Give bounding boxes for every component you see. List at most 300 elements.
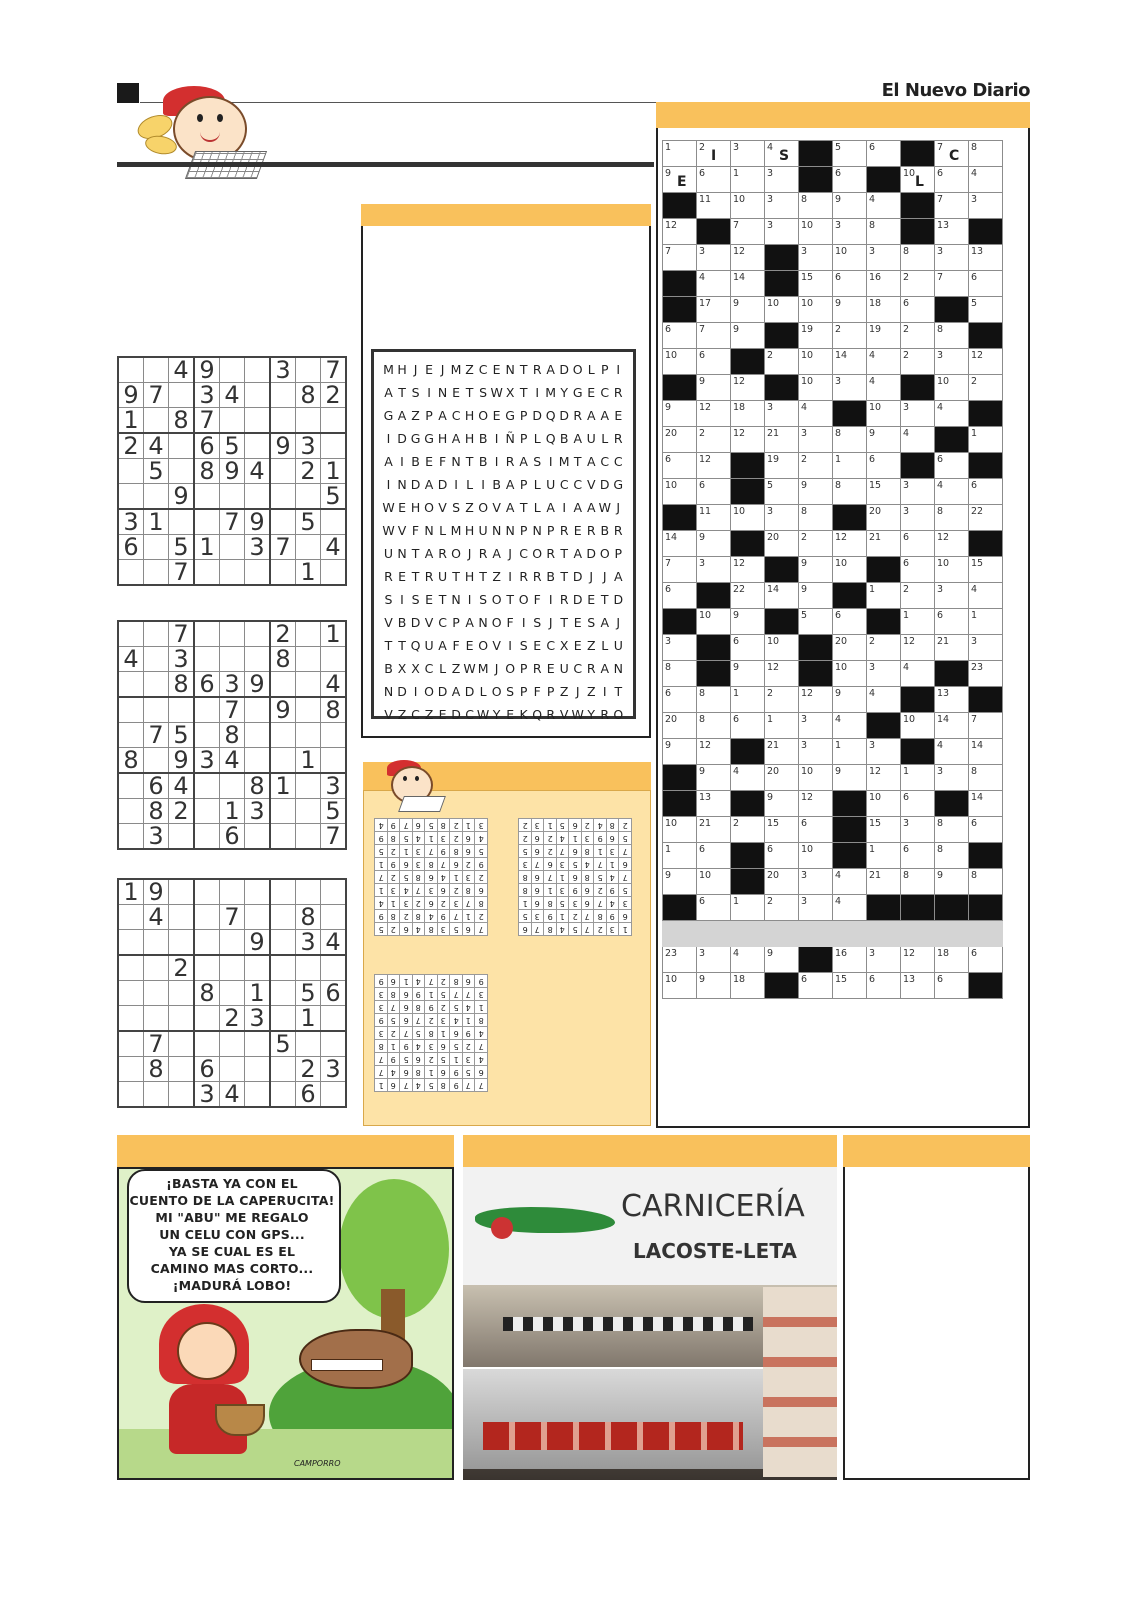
sudoku-cell[interactable] xyxy=(144,408,169,434)
crossword-cell[interactable] xyxy=(765,479,799,505)
wordsearch-letter[interactable]: A xyxy=(492,546,501,561)
crossword-cell[interactable] xyxy=(731,219,765,245)
crossword-cell[interactable] xyxy=(901,609,935,635)
crossword-cell[interactable] xyxy=(731,557,765,583)
sudoku-cell[interactable]: 3 xyxy=(270,357,296,383)
crossword-cell[interactable] xyxy=(867,401,901,427)
wordsearch-letter[interactable]: L xyxy=(439,523,447,538)
wordsearch-letter[interactable]: R xyxy=(613,385,623,400)
crossword-cell[interactable] xyxy=(833,349,867,375)
wordsearch-letter[interactable]: N xyxy=(478,615,488,630)
sudoku-cell[interactable] xyxy=(220,621,245,647)
sudoku-cell[interactable] xyxy=(144,484,169,510)
wordsearch-letter[interactable]: I xyxy=(562,500,567,515)
wordsearch-letter[interactable]: H xyxy=(464,523,475,538)
wordsearch-letter[interactable]: T xyxy=(506,592,514,607)
wordsearch-letter[interactable]: I xyxy=(386,477,391,492)
crossword-cell[interactable] xyxy=(731,687,765,713)
wordsearch-letter[interactable]: A xyxy=(613,569,623,584)
wordsearch-letter[interactable]: Ñ xyxy=(505,431,515,446)
sudoku-cell[interactable]: 3 xyxy=(296,930,321,956)
sudoku-cell[interactable] xyxy=(169,905,195,930)
wordsearch-letter[interactable]: U xyxy=(437,569,448,584)
wordsearch-letter[interactable]: H xyxy=(464,569,475,584)
crossword-cell[interactable] xyxy=(799,687,833,713)
sudoku-cell[interactable]: 8 xyxy=(169,408,195,434)
crossword-cell[interactable] xyxy=(901,349,935,375)
wordsearch-letter[interactable]: I xyxy=(400,592,404,607)
crossword-cell[interactable] xyxy=(867,869,901,895)
wordsearch-letter[interactable]: P xyxy=(519,684,528,699)
wordsearch-letter[interactable]: I xyxy=(413,684,418,699)
wordsearch-letter[interactable]: R xyxy=(384,569,393,584)
wordsearch-letter[interactable]: Q xyxy=(532,707,543,722)
crossword-cell[interactable] xyxy=(663,661,697,687)
crossword-cell[interactable] xyxy=(867,219,901,245)
crossword-cell[interactable] xyxy=(799,297,833,323)
crossword-cell[interactable] xyxy=(901,479,935,505)
crossword-cell[interactable] xyxy=(697,167,731,193)
wordsearch-letter[interactable]: F xyxy=(452,638,460,653)
sudoku-cell[interactable]: 4 xyxy=(245,459,271,484)
wordsearch-letter[interactable]: L xyxy=(533,500,541,515)
sudoku-cell[interactable] xyxy=(296,879,321,905)
crossword-cell[interactable] xyxy=(697,193,731,219)
crossword-cell[interactable] xyxy=(969,661,1003,687)
wordsearch-letter[interactable]: U xyxy=(559,661,569,676)
sudoku-cell[interactable]: 6 xyxy=(194,1057,220,1082)
wordsearch-letter[interactable]: R xyxy=(559,523,569,538)
crossword-cell[interactable] xyxy=(663,973,697,999)
wordsearch-letter[interactable]: O xyxy=(613,707,624,722)
crossword-cell[interactable] xyxy=(663,947,697,973)
wordsearch-letter[interactable]: C xyxy=(600,385,610,400)
wordsearch-letter[interactable]: N xyxy=(451,454,461,469)
sudoku-cell[interactable] xyxy=(321,1006,347,1032)
crossword-cell[interactable] xyxy=(969,505,1003,531)
sudoku-cell[interactable] xyxy=(296,357,321,383)
sudoku-cell[interactable] xyxy=(296,697,321,723)
crossword-cell[interactable] xyxy=(799,271,833,297)
wordsearch-letter[interactable]: W xyxy=(598,500,611,515)
wordsearch-letter[interactable]: F xyxy=(411,523,420,538)
sudoku-cell[interactable] xyxy=(169,1031,195,1057)
crossword-cell[interactable] xyxy=(833,713,867,739)
crossword-cell[interactable] xyxy=(731,427,765,453)
wordsearch-letter[interactable]: H xyxy=(410,500,421,515)
sudoku-cell[interactable]: 6 xyxy=(220,824,245,850)
crossword-cell[interactable] xyxy=(935,531,969,557)
sudoku-cell[interactable] xyxy=(194,509,220,535)
crossword-cell[interactable] xyxy=(765,765,799,791)
wordsearch-letter[interactable]: A xyxy=(573,500,582,515)
wordsearch-letter[interactable]: E xyxy=(546,661,555,676)
crossword-cell[interactable] xyxy=(867,817,901,843)
sudoku-cell[interactable] xyxy=(118,357,144,383)
sudoku-cell[interactable] xyxy=(169,697,195,723)
wordsearch-letter[interactable]: J xyxy=(602,569,607,584)
wordsearch-letter[interactable]: C xyxy=(546,638,556,653)
crossword-cell[interactable] xyxy=(833,297,867,323)
sudoku-cell[interactable] xyxy=(169,1057,195,1082)
crossword-cell[interactable] xyxy=(697,609,731,635)
wordsearch-letter[interactable]: P xyxy=(519,431,528,446)
wordsearch-letter[interactable]: Z xyxy=(465,362,474,377)
sudoku-cell[interactable] xyxy=(270,383,296,408)
sudoku-cell[interactable]: 1 xyxy=(296,1006,321,1032)
wordsearch-letter[interactable]: Q xyxy=(545,408,556,423)
wordsearch-letter[interactable]: D xyxy=(410,477,421,492)
sudoku-cell[interactable]: 9 xyxy=(194,357,220,383)
wordsearch-letter[interactable]: T xyxy=(411,546,420,561)
sudoku-cell[interactable] xyxy=(220,535,245,560)
wordsearch-letter[interactable]: S xyxy=(479,592,488,607)
wordsearch-letter[interactable]: Z xyxy=(586,684,596,699)
sudoku-cell[interactable]: 1 xyxy=(118,879,144,905)
wordsearch-letter[interactable]: A xyxy=(424,477,434,492)
wordsearch-letter[interactable]: R xyxy=(438,546,447,561)
wordsearch-letter[interactable]: C xyxy=(519,546,529,561)
wordsearch-letter[interactable]: S xyxy=(411,592,420,607)
sudoku-cell[interactable] xyxy=(144,1082,169,1108)
sudoku-cell[interactable] xyxy=(118,1031,144,1057)
wordsearch-letter[interactable]: C xyxy=(438,615,447,630)
sudoku-cell[interactable]: 4 xyxy=(169,357,195,383)
wordsearch-letter[interactable]: Y xyxy=(587,707,596,722)
sudoku-cell[interactable]: 8 xyxy=(194,459,220,484)
crossword-cell[interactable] xyxy=(901,401,935,427)
crossword-cell[interactable] xyxy=(765,453,799,479)
wordsearch-letter[interactable]: N xyxy=(397,546,407,561)
wordsearch-letter[interactable]: D xyxy=(586,546,597,561)
crossword-cell[interactable] xyxy=(935,869,969,895)
sudoku-cell[interactable] xyxy=(169,459,195,484)
crossword-cell[interactable] xyxy=(867,661,901,687)
sudoku-cell[interactable] xyxy=(270,824,296,850)
wordsearch-letter[interactable]: M xyxy=(383,362,394,377)
crossword-cell[interactable] xyxy=(765,817,799,843)
crossword-cell[interactable] xyxy=(969,947,1003,973)
sudoku-cell[interactable] xyxy=(245,408,271,434)
wordsearch-letter[interactable]: N xyxy=(437,385,448,400)
crossword-cell[interactable] xyxy=(731,245,765,271)
wordsearch-letter[interactable]: L xyxy=(533,431,541,446)
wordsearch-letter[interactable]: W xyxy=(382,523,395,538)
wordsearch-letter[interactable]: T xyxy=(411,569,420,584)
sudoku-cell[interactable] xyxy=(169,1082,195,1108)
sudoku-cell[interactable] xyxy=(321,433,347,459)
wordsearch-letter[interactable]: B xyxy=(559,431,569,446)
wordsearch-letter[interactable]: W xyxy=(490,385,503,400)
wordsearch-letter[interactable]: U xyxy=(424,638,434,653)
crossword-cell[interactable] xyxy=(663,817,697,843)
crossword-cell[interactable] xyxy=(901,297,935,323)
crossword-cell[interactable] xyxy=(799,583,833,609)
sudoku-cell[interactable]: 7 xyxy=(220,697,245,723)
sudoku-cell[interactable]: 3 xyxy=(144,824,169,850)
wordsearch-letter[interactable]: Q xyxy=(545,431,556,446)
crossword-cell[interactable] xyxy=(833,427,867,453)
sudoku-cell[interactable]: 3 xyxy=(194,748,220,774)
sudoku-cell[interactable]: 4 xyxy=(321,672,347,698)
crossword-cell[interactable] xyxy=(765,895,799,921)
wordsearch-letter[interactable]: I xyxy=(602,684,607,699)
sudoku-cell[interactable] xyxy=(194,773,220,799)
crossword-cell[interactable] xyxy=(765,401,799,427)
wordsearch-letter[interactable]: A xyxy=(465,615,474,630)
crossword-cell[interactable] xyxy=(799,193,833,219)
wordsearch-letter[interactable]: O xyxy=(491,684,502,699)
crossword-cell[interactable] xyxy=(731,583,765,609)
crossword-cell[interactable] xyxy=(799,895,833,921)
sudoku-cell[interactable] xyxy=(144,647,169,672)
wordsearch-letter[interactable]: C xyxy=(451,408,461,423)
sudoku-cell[interactable]: 6 xyxy=(194,433,220,459)
sudoku-cell[interactable] xyxy=(220,930,245,956)
crossword-cell[interactable] xyxy=(969,375,1003,401)
crossword-cell[interactable] xyxy=(799,349,833,375)
sudoku-cell[interactable] xyxy=(245,560,271,586)
crossword-cell[interactable] xyxy=(697,973,731,999)
wordsearch-letter[interactable]: E xyxy=(587,592,596,607)
wordsearch-letter[interactable]: S xyxy=(506,684,515,699)
crossword-cell[interactable] xyxy=(765,141,799,167)
sudoku-cell[interactable] xyxy=(270,1006,296,1032)
wordsearch-letter[interactable]: E xyxy=(506,707,515,722)
sudoku-cell[interactable] xyxy=(270,723,296,748)
wordsearch-letter[interactable]: I xyxy=(521,615,526,630)
sudoku-cell[interactable] xyxy=(144,560,169,586)
crossword-cell[interactable] xyxy=(663,245,697,271)
crossword-cell[interactable] xyxy=(969,427,1003,453)
wordsearch-letter[interactable]: C xyxy=(478,362,488,377)
wordsearch-letter[interactable]: S xyxy=(479,385,488,400)
sudoku-cell[interactable] xyxy=(321,1082,347,1108)
crossword-cell[interactable] xyxy=(833,609,867,635)
crossword-cell[interactable] xyxy=(901,271,935,297)
wordsearch-letter[interactable]: T xyxy=(452,569,460,584)
crossword-cell[interactable] xyxy=(867,375,901,401)
crossword-cell[interactable] xyxy=(799,843,833,869)
wordsearch-letter[interactable]: J xyxy=(508,546,512,561)
crossword-cell[interactable] xyxy=(731,271,765,297)
sudoku-cell[interactable] xyxy=(321,723,347,748)
wordsearch-letter[interactable]: Y xyxy=(492,707,501,722)
wordsearch-letter[interactable]: R xyxy=(532,362,542,377)
sudoku-cell[interactable]: 9 xyxy=(169,484,195,510)
crossword-cell[interactable] xyxy=(765,687,799,713)
wordsearch-letter[interactable]: F xyxy=(506,615,514,630)
sudoku-cell[interactable] xyxy=(270,1057,296,1082)
sudoku-cell[interactable] xyxy=(169,930,195,956)
wordsearch-letter[interactable]: T xyxy=(614,684,623,699)
crossword-cell[interactable] xyxy=(663,323,697,349)
crossword-cell[interactable] xyxy=(935,583,969,609)
sudoku-cell[interactable]: 5 xyxy=(270,1031,296,1057)
crossword-cell[interactable] xyxy=(867,843,901,869)
sudoku-cell[interactable] xyxy=(144,748,169,774)
crossword-cell[interactable] xyxy=(833,947,867,973)
wordsearch-letter[interactable]: N xyxy=(383,684,394,699)
crossword-cell[interactable] xyxy=(731,193,765,219)
wordsearch-letter[interactable]: A xyxy=(546,500,555,515)
wordsearch-letter[interactable]: R xyxy=(600,707,610,722)
sudoku-cell[interactable] xyxy=(194,484,220,510)
wordsearch-letter[interactable]: A xyxy=(384,385,393,400)
crossword-cell[interactable] xyxy=(663,479,697,505)
crossword-cell[interactable] xyxy=(969,869,1003,895)
crossword-cell[interactable] xyxy=(867,297,901,323)
wordsearch-letter[interactable]: D xyxy=(572,592,583,607)
wordsearch-letter[interactable]: G xyxy=(410,431,421,446)
sudoku-cell[interactable] xyxy=(118,905,144,930)
crossword-cell[interactable] xyxy=(935,947,969,973)
crossword-cell[interactable] xyxy=(731,323,765,349)
sudoku-cell[interactable] xyxy=(321,955,347,981)
sudoku-cell[interactable]: 8 xyxy=(169,672,195,698)
sudoku-cell[interactable] xyxy=(118,459,144,484)
crossword-cell[interactable] xyxy=(969,739,1003,765)
wordsearch-letter[interactable]: J xyxy=(413,362,418,377)
sudoku-cell[interactable] xyxy=(296,647,321,672)
crossword-cell[interactable] xyxy=(935,219,969,245)
wordsearch-letter[interactable]: T xyxy=(465,454,474,469)
crossword-cell[interactable] xyxy=(697,245,731,271)
sudoku-cell[interactable] xyxy=(270,905,296,930)
crossword-cell[interactable] xyxy=(663,687,697,713)
sudoku-cell[interactable]: 3 xyxy=(220,672,245,698)
wordsearch-letter[interactable]: O xyxy=(451,546,461,561)
sudoku-cell[interactable]: 9 xyxy=(270,697,296,723)
crossword-cell[interactable] xyxy=(935,609,969,635)
sudoku-cell[interactable]: 1 xyxy=(321,621,347,647)
crossword-cell[interactable] xyxy=(969,297,1003,323)
sudoku-cell[interactable] xyxy=(220,408,245,434)
wordsearch-letter[interactable]: L xyxy=(601,431,609,446)
wordsearch-letter[interactable]: J xyxy=(616,615,621,630)
wordsearch-letter[interactable]: C xyxy=(465,707,474,722)
wordsearch-letter[interactable]: I xyxy=(494,454,499,469)
sudoku-cell[interactable] xyxy=(194,879,220,905)
crossword-cell[interactable] xyxy=(969,583,1003,609)
crossword-cell[interactable] xyxy=(935,557,969,583)
wordsearch-letter[interactable]: O xyxy=(424,684,434,699)
crossword-cell[interactable] xyxy=(799,401,833,427)
wordsearch-letter[interactable]: X xyxy=(559,638,569,653)
crossword-cell[interactable] xyxy=(901,869,935,895)
wordsearch-letter[interactable]: D xyxy=(464,684,475,699)
wordsearch-letter[interactable]: E xyxy=(438,707,447,722)
sudoku-cell[interactable]: 8 xyxy=(118,748,144,774)
sudoku-cell[interactable] xyxy=(245,433,271,459)
wordsearch-letter[interactable]: O xyxy=(572,362,583,377)
wordsearch-letter[interactable]: D xyxy=(451,707,461,722)
sudoku-cell[interactable] xyxy=(245,1082,271,1108)
wordsearch-letter[interactable]: G xyxy=(572,385,583,400)
wordsearch-letter[interactable]: B xyxy=(411,454,420,469)
crossword-cell[interactable] xyxy=(901,531,935,557)
sudoku-cell[interactable]: 3 xyxy=(245,1006,271,1032)
crossword-cell[interactable] xyxy=(833,895,867,921)
sudoku-cell[interactable]: 5 xyxy=(144,459,169,484)
crossword-cell[interactable] xyxy=(799,375,833,401)
wordsearch-letter[interactable]: D xyxy=(397,431,407,446)
crossword-cell[interactable] xyxy=(697,401,731,427)
wordsearch-letter[interactable]: E xyxy=(492,362,501,377)
wordsearch-letter[interactable]: E xyxy=(573,523,582,538)
wordsearch-letter[interactable]: S xyxy=(533,615,542,630)
wordsearch-letter[interactable]: L xyxy=(533,477,541,492)
sudoku-cell[interactable] xyxy=(118,955,144,981)
sudoku-cell[interactable] xyxy=(144,1006,169,1032)
wordsearch-letter[interactable]: C xyxy=(613,454,623,469)
sudoku-cell[interactable]: 9 xyxy=(144,879,169,905)
crossword-cell[interactable] xyxy=(935,193,969,219)
wordsearch-letter[interactable]: Z xyxy=(397,707,407,722)
crossword-cell[interactable] xyxy=(765,661,799,687)
sudoku-cell[interactable] xyxy=(245,357,271,383)
crossword-cell[interactable] xyxy=(731,167,765,193)
sudoku-cell[interactable]: 2 xyxy=(296,1057,321,1082)
crossword-cell[interactable] xyxy=(833,141,867,167)
crossword-cell[interactable] xyxy=(935,375,969,401)
sudoku-cell[interactable] xyxy=(118,484,144,510)
crossword-cell[interactable] xyxy=(969,713,1003,739)
wordsearch-letter[interactable]: D xyxy=(599,477,610,492)
wordsearch-letter[interactable]: P xyxy=(614,546,623,561)
sudoku-cell[interactable] xyxy=(118,697,144,723)
crossword-cell[interactable] xyxy=(833,635,867,661)
wordsearch-letter[interactable]: Z xyxy=(451,661,461,676)
crossword-cell[interactable] xyxy=(833,869,867,895)
wordsearch-letter[interactable]: X xyxy=(505,385,515,400)
wordsearch-letter[interactable]: D xyxy=(559,362,570,377)
wordsearch-letter[interactable]: P xyxy=(519,523,528,538)
wordsearch-letter[interactable]: T xyxy=(600,592,609,607)
wordsearch-letter[interactable]: V xyxy=(397,523,407,538)
crossword-cell[interactable] xyxy=(697,791,731,817)
sudoku-cell[interactable] xyxy=(245,647,271,672)
wordsearch-letter[interactable]: R xyxy=(586,661,596,676)
crossword-cell[interactable] xyxy=(697,453,731,479)
wordsearch-letter[interactable]: H xyxy=(437,431,448,446)
crossword-cell[interactable] xyxy=(731,375,765,401)
crossword-cell[interactable] xyxy=(697,297,731,323)
sudoku-cell[interactable] xyxy=(118,672,144,698)
wordsearch-letter[interactable]: S xyxy=(452,500,461,515)
wordsearch-letter[interactable]: S xyxy=(411,385,420,400)
crossword-cell[interactable] xyxy=(833,531,867,557)
wordsearch-letter[interactable]: T xyxy=(560,615,569,630)
crossword-cell[interactable] xyxy=(901,167,935,193)
crossword-cell[interactable] xyxy=(867,765,901,791)
wordsearch-letter[interactable]: F xyxy=(533,684,541,699)
wordsearch-letter[interactable]: T xyxy=(519,385,528,400)
wordsearch-letter[interactable]: N xyxy=(451,592,461,607)
wordsearch-letter[interactable]: B xyxy=(384,661,393,676)
sudoku-cell[interactable]: 1 xyxy=(296,748,321,774)
crossword-cell[interactable] xyxy=(901,791,935,817)
crossword-cell[interactable] xyxy=(765,869,799,895)
sudoku-cell[interactable]: 3 xyxy=(321,773,347,799)
crossword-cell[interactable] xyxy=(697,141,731,167)
sudoku-cell[interactable] xyxy=(270,748,296,774)
sudoku-cell[interactable] xyxy=(296,621,321,647)
wordsearch-letter[interactable]: E xyxy=(425,592,433,607)
wordsearch-letter[interactable]: S xyxy=(519,638,528,653)
sudoku-cell[interactable]: 4 xyxy=(144,905,169,930)
sudoku-cell[interactable] xyxy=(245,824,271,850)
